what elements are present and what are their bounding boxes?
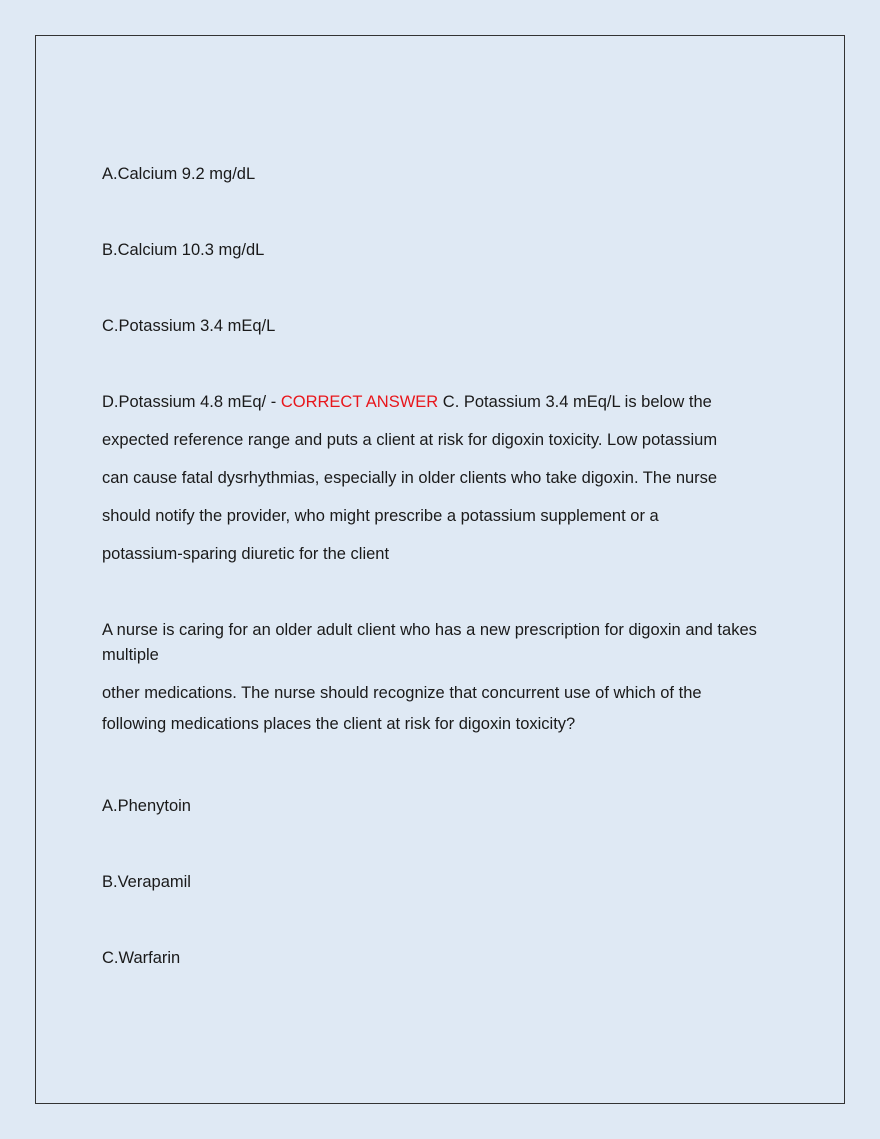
q1-option-b: B.Calcium 10.3 mg/dL xyxy=(102,241,265,259)
answer-explanation-line: potassium-sparing diuretic for the client xyxy=(102,545,390,563)
q2-option-c: C.Warfarin xyxy=(102,949,181,967)
q2-stem-line: following medications places the client at risk for digoxin toxicity? xyxy=(102,715,576,733)
q1-option-d-with-answer xyxy=(102,392,712,412)
answer-explanation-first-line: C. Potassium 3.4 mEq/L is below the xyxy=(438,393,712,411)
answer-explanation-line: should notify the provider, who might prescribe a potassium supplement or a xyxy=(102,507,659,525)
q1-option-c: C.Potassium 3.4 mEq/L xyxy=(102,317,276,335)
q1-option-a: A.Calcium 9.2 mg/dL xyxy=(102,165,256,183)
answer-explanation-line: expected reference range and puts a client at risk for digoxin toxicity. Low potassium xyxy=(102,431,718,449)
correct-answer-label: CORRECT ANSWER xyxy=(280,393,439,411)
q2-option-b: B.Verapamil xyxy=(102,873,191,891)
answer-explanation-line: can cause fatal dysrhythmias, especially in older clients who take digoxin. The nurse xyxy=(102,469,718,487)
page-border xyxy=(35,35,845,1104)
q2-option-a: A.Phenytoin xyxy=(102,797,191,815)
q2-stem-part1: A nurse is caring for an older adult client who has a new prescription for digoxin and takes multiple xyxy=(102,621,757,664)
q2-stem-line: other medications. The nurse should recognize that concurrent use of which of the xyxy=(102,684,702,702)
q1-option-d: D.Potassium 4.8 mEq/ - xyxy=(102,393,281,411)
